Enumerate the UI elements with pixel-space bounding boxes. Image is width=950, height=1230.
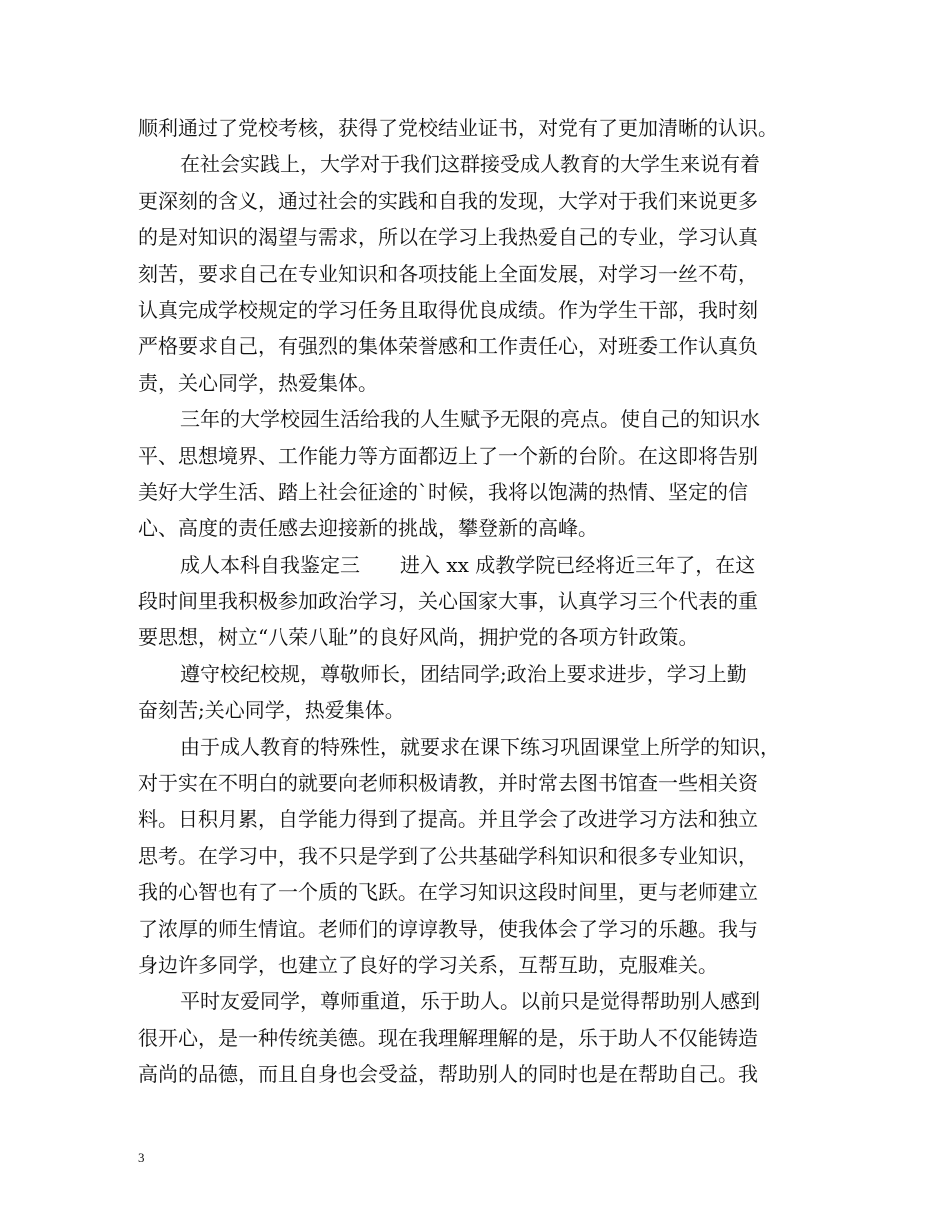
text-line: 刻苦，要求自己在专业知识和各项技能上全面发展，对学习一丝不苟， xyxy=(138,261,758,286)
text-line: 认真完成学校规定的学习任务且取得优良成绩。作为学生干部，我时刻 xyxy=(138,297,758,322)
text-line: 成人本科自我鉴定三 进入 xx 成教学院已经将近三年了，在这 xyxy=(180,552,756,577)
text-line: 责，关心同学，热爱集体。 xyxy=(138,370,378,395)
text-line: 心、高度的责任感去迎接新的挑战，攀登新的高峰。 xyxy=(138,516,598,541)
text-line: 平、思想境界、工作能力等方面都迈上了一个新的台阶。在这即将告别 xyxy=(138,443,758,468)
text-line: 的是对知识的渴望与需求，所以在学习上我热爱自己的专业，学习认真 xyxy=(138,225,758,250)
text-line: 料。日积月累，自学能力得到了提高。并且学会了改进学习方法和独立 xyxy=(138,807,758,832)
text-line: 很开心，是一种传统美德。现在我理解理解的是，乐于助人不仅能铸造 xyxy=(138,1025,758,1050)
text-line: 身边许多同学，也建立了良好的学习关系，互帮互助，克服难关。 xyxy=(138,952,718,977)
text-line: 对于实在不明白的就要向老师积极请教，并时常去图书馆查一些相关资 xyxy=(138,771,758,796)
text-line: 三年的大学校园生活给我的人生赋予无限的亮点。使自己的知识水 xyxy=(180,407,760,432)
text-line: 段时间里我积极参加政治学习，关心国家大事，认真学习三个代表的重 xyxy=(138,589,758,614)
text-line: 美好大学生活、踏上社会征途的`时候，我将以饱满的热情、坚定的信 xyxy=(138,479,748,504)
text-line: 平时友爱同学，尊师重道，乐于助人。以前只是觉得帮助别人感到 xyxy=(180,989,760,1014)
text-line: 顺利通过了党校考核，获得了党校结业证书，对党有了更加清晰的认识。 xyxy=(138,116,778,140)
text-line: 遵守校纪校规，尊敬师长，团结同学;政治上要求进步，学习上勤 xyxy=(180,661,747,686)
text-line: 要思想，树立“八荣八耻”的良好风尚，拥护党的各项方针政策。 xyxy=(138,625,699,650)
document-body xyxy=(138,110,828,1093)
text-line: 在社会实践上，大学对于我们这群接受成人教育的大学生来说有着 xyxy=(180,152,760,177)
text-line: 奋刻苦;关心同学，热爱集体。 xyxy=(138,698,405,723)
page-number: 3 xyxy=(138,1150,145,1165)
text-line: 更深刻的含义，通过社会的实践和自我的发现，大学对于我们来说更多 xyxy=(138,188,758,213)
text-line: 了浓厚的师生情谊。老师们的谆谆教导，使我体会了学习的乐趣。我与 xyxy=(138,916,758,941)
text-line: 我的心智也有了一个质的飞跃。在学习知识这段时间里，更与老师建立 xyxy=(138,880,758,905)
text-line: 高尚的品德，而且自身也会受益，帮助别人的同时也是在帮助自己。我 xyxy=(138,1062,758,1087)
text-line: 思考。在学习中，我不只是学到了公共基础学科知识和很多专业知识， xyxy=(138,843,758,868)
text-line: 由于成人教育的特殊性，就要求在课下练习巩固课堂上所学的知识， xyxy=(180,734,780,759)
text-line: 严格要求自己，有强烈的集体荣誉感和工作责任心，对班委工作认真负 xyxy=(138,334,758,359)
